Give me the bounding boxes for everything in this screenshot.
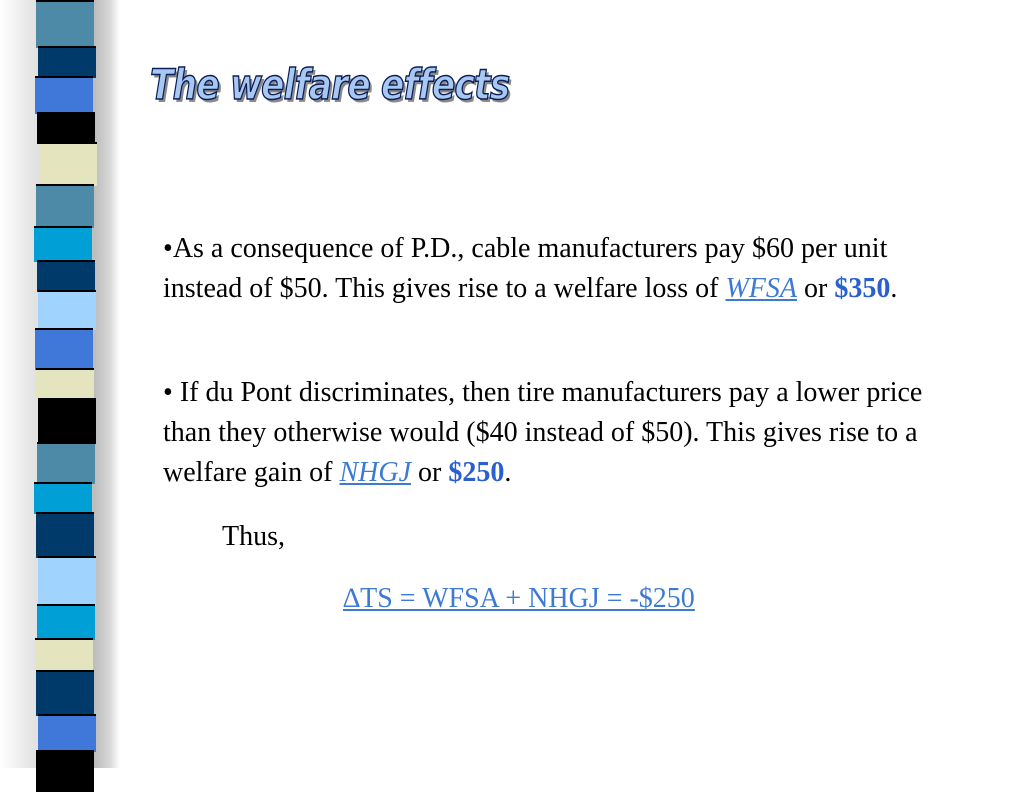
paragraph-welfare-gain: [163, 373, 953, 493]
strip-block-navy: [38, 46, 96, 78]
paragraph-text: As a consequence of P.D., cable manufacturers pay $60 per unit instead of $50. This gives rise to a welfare loss of: [163, 233, 888, 304]
bullet: •: [163, 233, 173, 264]
strip-block-lightblue: [38, 290, 96, 330]
strip-block-teal: [37, 442, 95, 484]
strip-block-cream: [36, 368, 94, 400]
wfsa-link[interactable]: WFSA: [725, 273, 798, 304]
total-surplus-equation-link[interactable]: ∆TS = WFSA + NHGJ = -$250: [343, 583, 695, 614]
strip-block-black: [36, 750, 94, 792]
strip-block-cyan: [34, 226, 92, 262]
strip-block-teal: [36, 184, 94, 228]
strip-block-teal: [36, 0, 94, 48]
paragraph-welfare-loss: [163, 229, 953, 309]
strip-block-black: [37, 112, 95, 144]
strip-block-blue: [35, 328, 93, 370]
conjunction: or: [411, 457, 449, 488]
strip-block-cyan: [37, 604, 95, 640]
period: .: [504, 457, 512, 488]
strip-block-navy: [36, 512, 94, 558]
decorative-color-strip: [36, 0, 98, 768]
strip-block-blue: [35, 76, 93, 114]
gain-amount: $250: [448, 457, 505, 488]
period: .: [890, 273, 898, 304]
paragraph-text: If du Pont discriminates, then tire manufacturers pay a lower price than they otherwise would ($40 instead of $50). This gives rise to a welfare gain of: [163, 377, 923, 488]
bullet: •: [163, 377, 180, 408]
conjunction: or: [797, 273, 835, 304]
strip-block-cream: [35, 638, 93, 672]
slide-title: The welfare effects: [150, 60, 510, 109]
strip-block-black: [38, 398, 96, 444]
strip-block-cream: [39, 142, 97, 186]
strip-block-cyan: [34, 482, 92, 514]
strip-block-lightblue: [38, 556, 96, 606]
strip-block-blue: [38, 714, 96, 752]
thus-text: Thus,: [222, 521, 285, 552]
strip-block-navy: [37, 260, 95, 292]
nhgj-link[interactable]: NHGJ: [339, 457, 412, 488]
loss-amount: $350: [834, 273, 891, 304]
strip-block-navy: [36, 670, 94, 716]
